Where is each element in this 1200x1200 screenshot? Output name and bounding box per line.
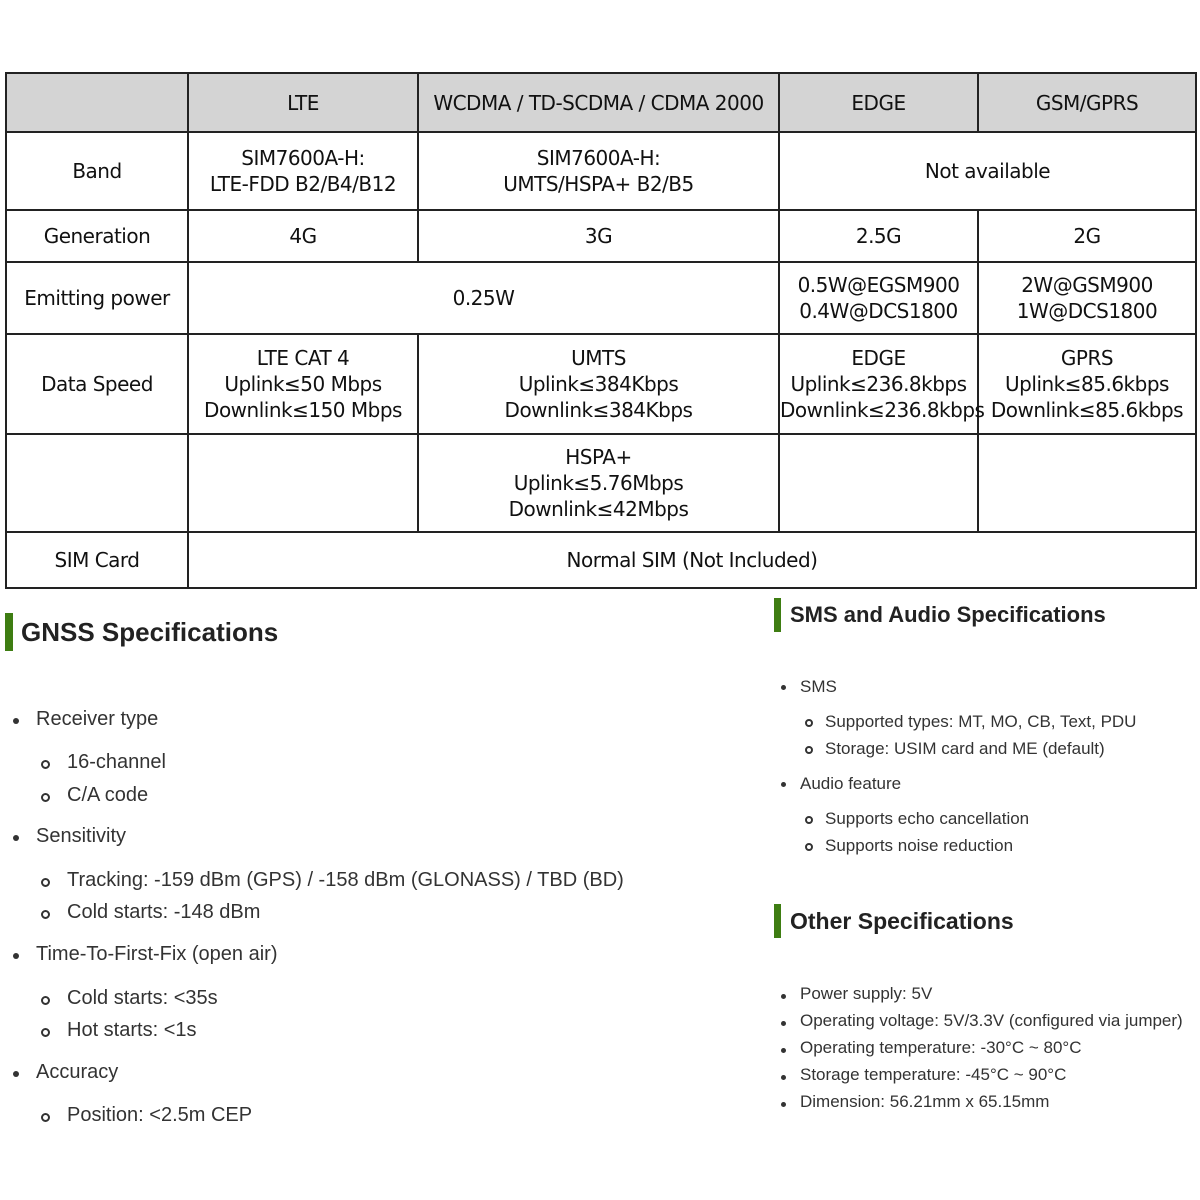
list-item: Operating temperature: -30°C ~ 80°C	[800, 1038, 1082, 1057]
table-row-band	[6, 132, 1196, 210]
cell-empty	[188, 434, 418, 532]
cell: Normal SIM (Not Included)	[188, 532, 1196, 588]
table-header-row	[6, 73, 1196, 132]
sub-list-item: Tracking: -159 dBm (GPS) / -158 dBm (GLONASS) / TBD (BD)	[67, 869, 624, 891]
header-edge: EDGE	[779, 73, 978, 132]
cell: 3G	[418, 210, 779, 262]
other-heading	[774, 904, 1014, 938]
row-label: Band	[6, 132, 188, 210]
sub-bullet-icon	[805, 843, 813, 851]
gnss-heading	[5, 613, 278, 651]
other-title: Other Specifications	[790, 908, 1014, 934]
sub-list-item: Hot starts: <1s	[67, 1019, 197, 1041]
row-label: Data Speed	[6, 334, 188, 434]
list-item: Sensitivity	[36, 825, 127, 847]
cell: 0.25W	[188, 262, 779, 334]
sub-list-item: Storage: USIM card and ME (default)	[825, 739, 1105, 758]
header-wcdma: WCDMA / TD-SCDMA / CDMA 2000	[418, 73, 779, 132]
accent-bar	[774, 598, 781, 632]
bullet-icon	[781, 1102, 786, 1107]
table-row-data-speed-2	[6, 434, 1196, 532]
cell-empty	[6, 434, 188, 532]
row-label: Emitting power	[6, 262, 188, 334]
cell: 4G	[188, 210, 418, 262]
sub-list-item: Position: <2.5m CEP	[67, 1104, 253, 1126]
sub-list-item: 16-channel	[67, 751, 166, 773]
header-gsm: GSM/GPRS	[978, 73, 1196, 132]
cell: SIM7600A-H: UMTS/HSPA+ B2/B5	[418, 132, 779, 210]
header-cell	[6, 73, 188, 132]
list-item: Storage temperature: -45°C ~ 90°C	[800, 1065, 1067, 1084]
bullet-icon	[781, 1048, 786, 1053]
sub-list-item: Supported types: MT, MO, CB, Text, PDU	[825, 712, 1137, 731]
sub-list-item: Cold starts: <35s	[67, 987, 218, 1009]
sub-bullet-icon	[41, 996, 50, 1005]
list-item: Accuracy	[36, 1061, 119, 1083]
bullet-icon	[13, 718, 19, 724]
table-row-data-speed	[6, 334, 1196, 434]
sub-bullet-icon	[805, 719, 813, 727]
list-item: Operating voltage: 5V/3.3V (configured via jumper)	[800, 1011, 1183, 1030]
sub-bullet-icon	[805, 746, 813, 754]
cell: 2G	[978, 210, 1196, 262]
cell: EDGE Uplink≤236.8kbps Downlink≤236.8kbps	[779, 334, 978, 434]
sub-bullet-icon	[41, 878, 50, 887]
bullet-icon	[13, 1071, 19, 1077]
bullet-icon	[781, 994, 786, 999]
sms-audio-heading	[774, 598, 1106, 632]
table-row-sim-card	[6, 532, 1196, 588]
bullet-icon	[781, 782, 786, 787]
cell: SIM7600A-H: LTE-FDD B2/B4/B12	[188, 132, 418, 210]
sub-bullet-icon	[41, 1028, 50, 1037]
row-label: SIM Card	[6, 532, 188, 588]
row-label: Generation	[6, 210, 188, 262]
sub-bullet-icon	[41, 793, 50, 802]
sub-bullet-icon	[805, 816, 813, 824]
cell: 2W@GSM900 1W@DCS1800	[978, 262, 1196, 334]
sub-list-item: Supports noise reduction	[825, 836, 1014, 855]
cell: HSPA+ Uplink≤5.76Mbps Downlink≤42Mbps	[418, 434, 779, 532]
cell: Not available	[779, 132, 1196, 210]
accent-bar	[5, 613, 13, 651]
header-lte: LTE	[188, 73, 418, 132]
cell: 0.5W@EGSM900 0.4W@DCS1800	[779, 262, 978, 334]
list-item: Receiver type	[36, 708, 159, 730]
sub-list-item: C/A code	[67, 784, 149, 806]
list-item: Power supply: 5V	[800, 984, 933, 1003]
cell-empty	[779, 434, 978, 532]
cell: UMTS Uplink≤384Kbps Downlink≤384Kbps	[418, 334, 779, 434]
table-row-generation	[6, 210, 1196, 262]
sub-bullet-icon	[41, 760, 50, 769]
cell: 2.5G	[779, 210, 978, 262]
accent-bar	[774, 904, 781, 938]
list-item: Time-To-First-Fix (open air)	[36, 943, 278, 965]
network-spec-table	[5, 72, 1197, 589]
sub-list-item: Supports echo cancellation	[825, 809, 1030, 828]
cell: GPRS Uplink≤85.6kbps Downlink≤85.6kbps	[978, 334, 1196, 434]
sub-bullet-icon	[41, 910, 50, 919]
gnss-title: GNSS Specifications	[21, 617, 279, 647]
bullet-icon	[781, 685, 786, 690]
bullet-icon	[13, 953, 19, 959]
bullet-icon	[781, 1075, 786, 1080]
bullet-icon	[13, 835, 19, 841]
cell: LTE CAT 4 Uplink≤50 Mbps Downlink≤150 Mbps	[188, 334, 418, 434]
list-item: Audio feature	[800, 774, 902, 793]
table-row-emitting-power	[6, 262, 1196, 334]
list-item: SMS	[800, 677, 837, 696]
sub-bullet-icon	[41, 1113, 50, 1122]
cell-empty	[978, 434, 1196, 532]
bullet-icon	[781, 1021, 786, 1026]
sub-list-item: Cold starts: -148 dBm	[67, 901, 261, 923]
list-item: Dimension: 56.21mm x 65.15mm	[800, 1092, 1050, 1111]
sms-audio-title: SMS and Audio Specifications	[790, 602, 1106, 627]
